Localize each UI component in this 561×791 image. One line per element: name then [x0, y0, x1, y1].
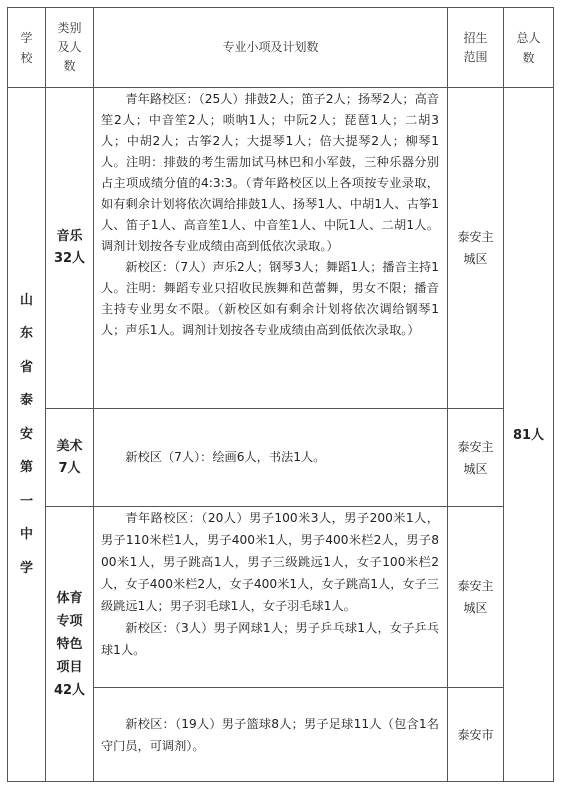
sports-category-line-4: 项目 [56, 659, 83, 675]
total-count: 81人 [512, 428, 545, 443]
header-scope-cell [448, 8, 503, 87]
music-scope: 泰安主城区 [457, 230, 494, 266]
sports-details-cell [94, 507, 447, 687]
music-detail-qingnianlu: 青年路校区：（25人）排鼓2人；笛子2人；扬琴2人；高音笙2人；中音笙2人；唢呐1人；中阮2人；琵琶1人；二胡3人；中胡2人；古筝2人；大提琴1人；倍大提琴2人；柳琴1人。注明：排鼓的考生需加试马林巴和小军鼓，三种乐器分别占主项成绩分值的4:3:3。（青年路校区以上各项按专业录取，如有剩余计划将依次调给排鼓1人、扬琴1人、中胡1人、古筝1人、笛子1人、高音笙1人、中音笙1人、中阮1人、二胡1人。调剂计划按各专业成绩由高到低依次录取。） [101, 92, 439, 253]
sports-scope: 泰安主城区 [457, 579, 494, 615]
art-detail-xinxiaoqu: 新校区（7人）：绘画6人，书法1人。 [125, 450, 326, 464]
table-border-right [553, 7, 554, 782]
sports-category [54, 587, 85, 702]
sports-category-line-2: 专项 [56, 613, 83, 629]
sports-category-line-1: 体育 [56, 590, 83, 606]
sports-scope-cell [448, 507, 503, 687]
music-scope-cell [448, 88, 503, 408]
header-details-cell [94, 8, 447, 87]
art-scope-cell [448, 409, 503, 506]
sports-category-line-3: 特色 [56, 636, 83, 652]
sports-detail-qingnianlu: 青年路校区：（20人）男子100米3人，男子200米1人，男子110米栏1人，男子400米1人，男子400米栏2人，男子800米1人，男子跳高1人，男子三级跳远1人，女子100米栏2人，女子400米栏2人，女子400米1人，女子跳高1人，女子三级跳远1人；男子羽毛球1人，女子羽毛球1人。 [101, 511, 439, 613]
music-category-cell [46, 88, 93, 408]
music-details-cell [94, 88, 447, 408]
total-cell [504, 88, 553, 781]
header-total: 总人数 [516, 30, 541, 65]
music-detail-xinxiaoqu: 新校区：（7人）声乐2人；钢琴3人；舞蹈1人；播音主持1人。注明：舞蹈专业只招收民族舞和芭蕾舞，男女不限；播音主持专业男女不限。（新校区如有剩余计划将依次调给钢琴1人；声乐1人。调剂计划按各专业成绩由高到低依次录取。） [101, 260, 439, 337]
ballgames-detail-xinxiaoqu: 新校区：（19人）男子篮球8人；男子足球11人（包含1名守门员，可调剂）。 [101, 716, 439, 753]
header-total-cell [504, 8, 553, 87]
school-name: 山东省泰安第一中学 [19, 292, 33, 576]
header-details: 专业小项及计划数 [222, 40, 319, 54]
header-category-cell [46, 8, 93, 87]
sports-category-cell [46, 507, 93, 781]
art-category-count: 7人 [58, 460, 81, 476]
ballgames-details-cell [94, 688, 447, 781]
ballgames-scope-cell [448, 688, 503, 781]
music-category [54, 226, 85, 270]
art-category-name: 美术 [56, 438, 83, 454]
art-details-cell [94, 409, 447, 506]
music-category-name: 音乐 [56, 229, 83, 244]
header-scope: 招生范围 [463, 30, 488, 64]
school-cell [8, 88, 45, 781]
music-category-count: 32人 [53, 251, 86, 266]
sports-detail-xinxiaoqu: 新校区：（3人）男子网球1人；男子乒乓球1人，女子乒乓球1人。 [101, 621, 439, 657]
header-school: 学校 [20, 30, 33, 65]
header-category: 类别及人数 [57, 21, 82, 73]
art-category [56, 436, 82, 480]
art-category-cell [46, 409, 93, 506]
header-school-cell [8, 8, 45, 87]
table-border-bottom [7, 781, 554, 782]
art-scope: 泰安主城区 [457, 439, 494, 476]
ballgames-scope: 泰安市 [457, 727, 494, 742]
sports-category-line-5: 42人 [53, 682, 86, 698]
